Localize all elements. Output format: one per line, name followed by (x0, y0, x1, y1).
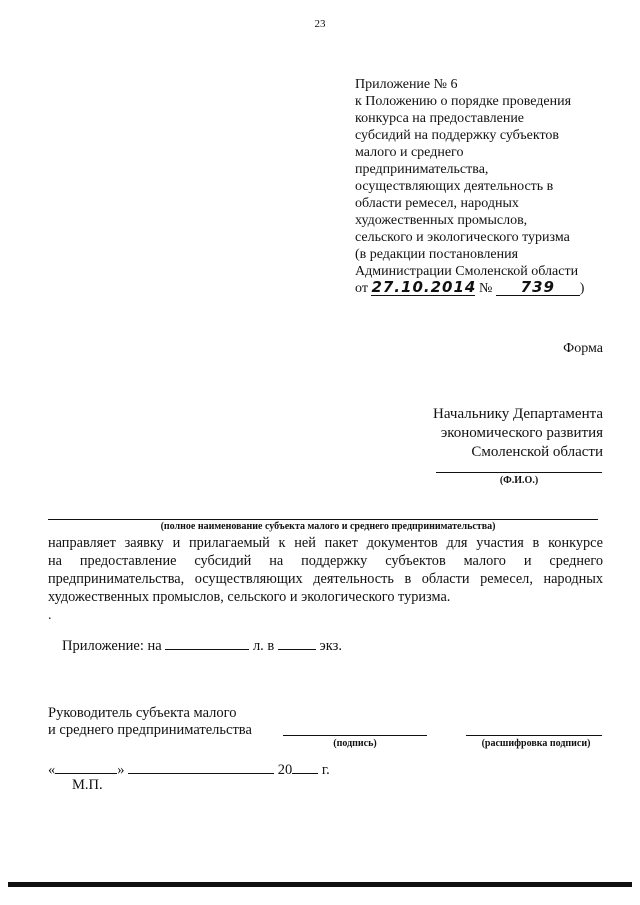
addressee-line: Начальнику Департамента (433, 406, 603, 422)
year-blank[interactable] (292, 761, 318, 774)
appendix-line: субсидий на поддержку субъектов (355, 128, 560, 143)
attachment-middle: л. в (252, 638, 275, 654)
appendix-line: области ремесел, народных (355, 196, 519, 211)
copies-blank[interactable] (278, 637, 316, 650)
fio-blank-line[interactable] (436, 472, 602, 473)
number-label: № (478, 281, 493, 296)
addressee-line: экономического развития (440, 425, 603, 441)
head-label-line: Руководитель субъекта малого (48, 705, 237, 721)
signature-caption: (подпись) (333, 738, 377, 749)
sheets-blank[interactable] (165, 637, 249, 650)
body-line: на предоставление субсидий на поддержку субъектов малого и среднего (48, 553, 603, 569)
attachment-line (62, 637, 342, 655)
org-name-blank-line[interactable] (48, 519, 598, 520)
year-suffix: г. (321, 762, 330, 778)
decryption-blank-line[interactable] (466, 735, 602, 736)
appendix-line: Приложение № 6 (355, 77, 458, 92)
appendix-line: Администрации Смоленской области (355, 264, 579, 279)
application-body (48, 534, 603, 606)
from-label: от (355, 281, 368, 296)
open-quote: « (48, 762, 56, 778)
stamp-label: М.П. (72, 777, 103, 793)
stray-dot: . (48, 608, 52, 623)
year-prefix: 20 (277, 762, 293, 778)
attachment-prefix: Приложение: на (62, 638, 162, 654)
appendix-line: осуществляющих деятельность в (355, 179, 554, 194)
close-quote: » (117, 762, 125, 778)
fio-caption: (Ф.И.О.) (499, 475, 539, 486)
signature-blank-line[interactable] (283, 735, 427, 736)
head-label (48, 705, 252, 739)
appendix-line: сельского и экологического туризма (355, 230, 570, 245)
appendix-date-number-line (355, 280, 615, 297)
month-blank[interactable] (128, 761, 274, 774)
close-paren: ) (579, 281, 585, 296)
body-line: художественных промыслов, сельского и экологического туризма. (48, 589, 451, 605)
body-line: направляет заявку и прилагаемый к ней пакет документов для участия в конкурсе (48, 535, 603, 551)
handwritten-date: 27.10.2014 (371, 278, 477, 296)
addressee-block (433, 405, 603, 462)
body-line: предпринимательства, осуществляющих деятельность в области ремесел, народных (48, 571, 603, 587)
form-label: Форма (563, 341, 603, 356)
handwritten-number: 739 (496, 280, 580, 296)
org-name-caption: (полное наименование субъекта малого и среднего предпринимательства) (160, 521, 496, 532)
appendix-line: предпринимательства, (355, 162, 489, 177)
appendix-header (355, 76, 615, 297)
head-label-line: и среднего предпринимательства (48, 722, 252, 738)
appendix-line: к Положению о порядке проведения (355, 94, 572, 109)
day-blank[interactable] (55, 761, 117, 774)
page-number: 23 (314, 18, 326, 30)
bottom-border (8, 882, 632, 887)
appendix-line: конкурса на предоставление (355, 111, 525, 126)
appendix-line: (в редакции постановления (355, 247, 519, 262)
attachment-suffix: экз. (319, 638, 342, 654)
appendix-line: художественных промыслов, (355, 213, 528, 228)
appendix-line: малого и среднего (355, 145, 464, 160)
decryption-caption: (расшифровка подписи) (481, 738, 591, 749)
addressee-line: Смоленской области (471, 444, 603, 460)
